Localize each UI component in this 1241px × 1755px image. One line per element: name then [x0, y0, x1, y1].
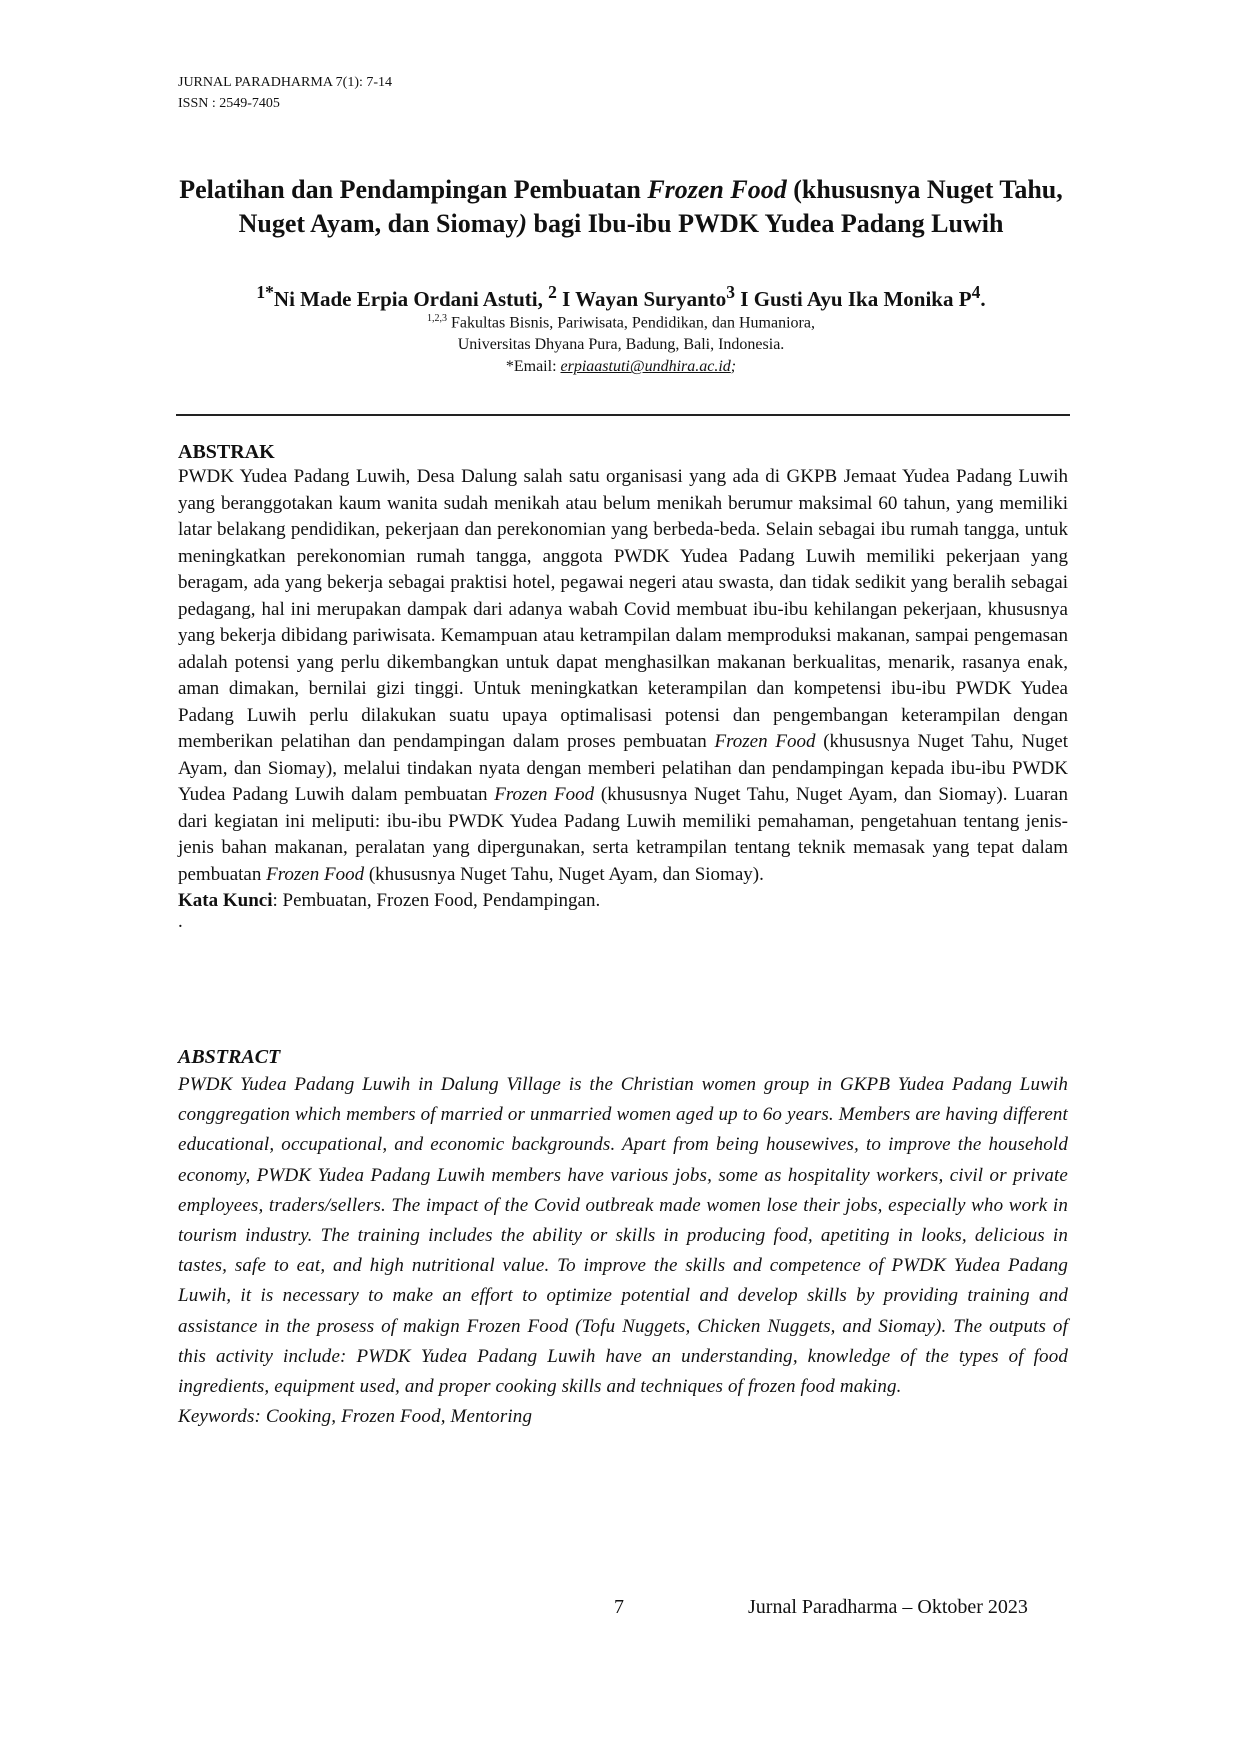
affiliation-faculty: $^{1,2,3}$ Fakultas Bisnis, Pariwisata, Pendidikan, dan Humaniora,: [427, 313, 815, 332]
issn: ISSN : 2549-7405: [178, 96, 280, 111]
journal-citation: JURNAL PARADHARMA 7(1): 7-14: [178, 75, 393, 90]
separator-dot: .: [178, 910, 183, 932]
header-divider: [176, 414, 1070, 416]
email-link[interactable]: erpiaastuti@undhira.ac.id: [560, 358, 731, 376]
affiliation: [170, 308, 1072, 378]
abstrak-section: [178, 440, 1068, 932]
abstrak-heading: ABSTRAK: [178, 441, 275, 463]
author-list: $^{1*}$Ni Made Erpia Ordani Astuti, $^2$ I Wayan Suryanto$^3$ I Gusti Ayu Ika Monika $P^4$.: [256, 282, 986, 311]
abstrak-text: PWDK Yudea Padang Luwih, Desa Dalung salah satu organisasi yang ada di GKPB Jemaat Yudea Padang Luwih yang beranggotakan kaum wanita sudah menikah atau belum menikah berumur maksimal 60 tahun, yang memiliki latar belakang pendidikan, pekerjaan dan perekonomian yang berbeda-beda. Selain sebagai ibu rumah tangga, untuk meningkatkan perekonomian rumah tangga, anggota PWDK Yudea Padang Luwih memiliki pekerjaan yang beragam, ada yang bekerja sebagai praktisi hotel, pegawai negeri atau swasta, dan tidak sedikit yang beralih sebagai pedagang, hal ini merupakan dampak dari adanya wabah Covid membuat ibu-ibu kehilangan pekerjaan, khususnya yang bekerja dibidang pariwisata. Kemampuan atau ketrampilan dalam memproduksi makanan, sampai pengemasan adalah potensi yang perlu dikembangkan untuk dapat menghasilkan makanan berkualitas, menarik, rasanya enak, aman dimakan, bernilai gizi tinggi. Untuk meningkatkan keterampilan dan kompetensi ibu-ibu PWDK Yudea Padang Luwih perlu dilakukan suatu upaya optimalisasi potensi dan pengembangan keterampilan dengan memberikan pelatihan dan pendampingan dalam proses pembuatan Frozen Food (khususnya Nuget Tahu, Nuget Ayam, dan Siomay), melalui tindakan nyata dengan memberi pelatihan dan pendampingan kepada ibu-ibu PWDK Yudea Padang Luwih dalam pembuatan Frozen Food (khususnya Nuget Tahu, Nuget Ayam, dan Siomay). Luaran dari kegiatan ini meliputi: ibu-ibu PWDK Yudea Padang Luwih memiliki pemahaman, pengetahuan tentang jenis-jenis bahan makanan, peralatan yang dipergunakan, serta ketrampilan tentang teknik memasak yang tepat dalam pembuatan Frozen Food (khususnya Nuget Tahu, Nuget Ayam, dan Siomay).: [178, 466, 1068, 885]
affiliation-email: *Email: erpiaastuti@undhira.ac.id;: [505, 358, 737, 376]
affiliation-university: Universitas Dhyana Pura, Badung, Bali, Indonesia.: [457, 336, 785, 354]
abstract-section: [178, 1044, 1068, 1432]
kata-kunci: Kata Kunci: Pembuatan, Frozen Food, Pendampingan.: [178, 890, 601, 911]
journal-header: [178, 72, 392, 114]
footer-journal: Jurnal Paradharma – Oktober 2023: [748, 1596, 1028, 1618]
abstract-keywords: Keywords: Cooking, Frozen Food, Mentoring: [178, 1406, 533, 1428]
abstract-text: PWDK Yudea Padang Luwih in Dalung Village is the Christian women group in GKPB Yudea Padang Luwih conggregation which members of married or unmarried women aged up to 6o years. Members are having different educational, occupational, and economic backgrounds. Apart from being housewives, to improve the household economy, PWDK Yudea Padang Luwih members have various jobs, some as hospitality workers, civil or private employees, traders/sellers. The impact of the Covid outbreak made women lose their jobs, especially who work in tourism industry. The training includes the ability or skills in producing food, apetiting in looks, delicious in tastes, safe to eat, and high nutritional value. To improve the skills and competence of PWDK Yudea Padang Luwih, it is necessary to make an effort to optimize potential and develop skills by providing training and assistance in the prosess of makign Frozen Food (Tofu Nuggets, Chicken Nuggets, and Siomay). The outputs of this activity include: PWDK Yudea Padang Luwih have an understanding, knowledge of the types of food ingredients, equipment used, and proper cooking skills and techniques of frozen food making.: [178, 1074, 1068, 1398]
page-number: 7: [614, 1596, 624, 1618]
abstract-heading: ABSTRACT: [178, 1046, 281, 1068]
paper-title: Pelatihan dan Pendampingan Pembuatan Frozen Food (khususnya Nuget Tahu, Nuget Ayam, dan Siomay) bagi Ibu-ibu PWDK Yudea Padang Luwih: [179, 175, 1063, 238]
